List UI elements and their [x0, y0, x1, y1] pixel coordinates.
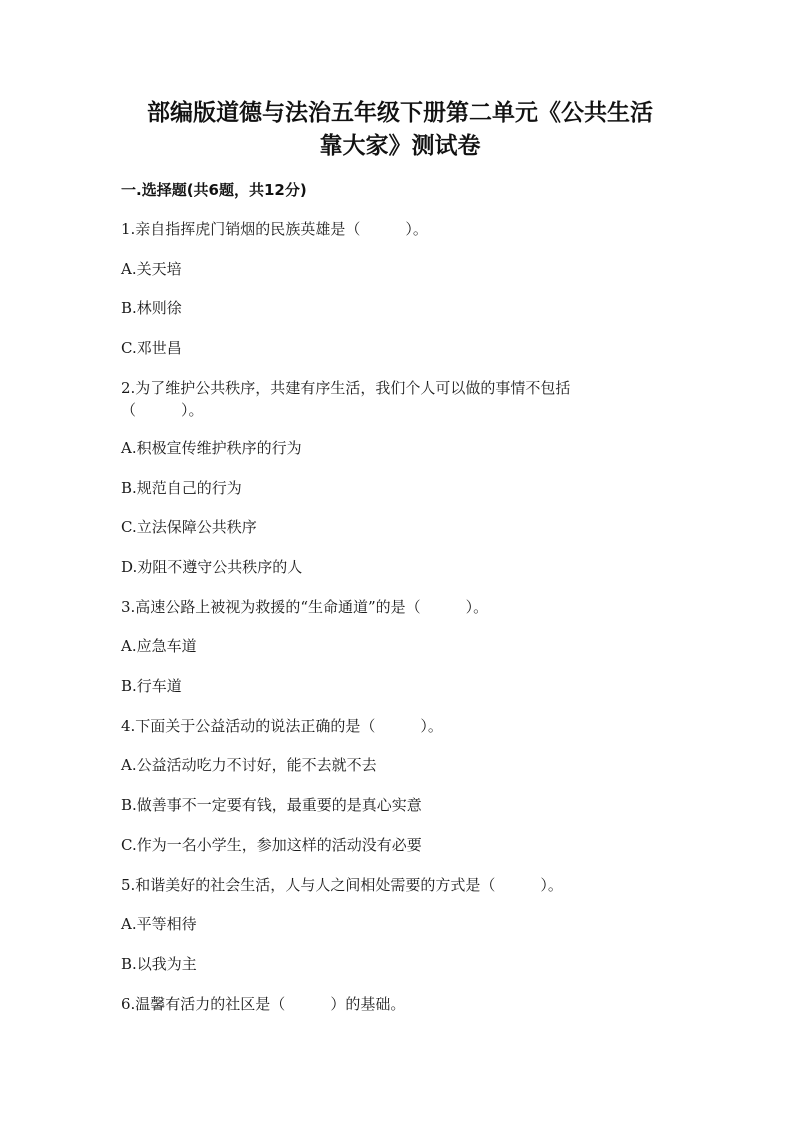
question-1-option-b: B.林则徐 [121, 299, 182, 317]
question-4-stem: 4.下面关于公益活动的说法正确的是（ ）。 [121, 717, 443, 735]
question-4-option-a: A.公益活动吃力不讨好，能不去就不去 [121, 756, 377, 774]
question-2-stem-line-2: （ ）。 [121, 401, 204, 419]
section-heading: 一.选择题(共6题，共12分) [121, 181, 307, 199]
question-6-stem: 6.温馨有活力的社区是（ ）的基础。 [121, 995, 406, 1013]
question-3-option-a: A.应急车道 [121, 637, 197, 655]
question-3-option-b: B.行车道 [121, 677, 182, 695]
question-1-option-c: C.邓世昌 [121, 339, 182, 357]
question-1-stem: 1.亲自指挥虎门销烟的民族英雄是（ ）。 [121, 220, 428, 238]
exam-title-line-1: 部编版道德与法治五年级下册第二单元《公共生活 [147, 100, 653, 126]
question-2-option-a: A.积极宣传维护秩序的行为 [121, 439, 302, 457]
question-2-option-c: C.立法保障公共秩序 [121, 518, 257, 536]
question-5-option-b: B.以我为主 [121, 955, 197, 973]
question-5-stem: 5.和谐美好的社会生活，人与人之间相处需要的方式是（ ）。 [121, 876, 563, 894]
question-2-option-d: D.劝阻不遵守公共秩序的人 [121, 558, 303, 576]
question-5-option-a: A.平等相待 [121, 915, 197, 933]
question-1-option-a: A.关天培 [121, 260, 182, 278]
question-4-option-b: B.做善事不一定要有钱，最重要的是真心实意 [121, 796, 422, 814]
exam-title-line-2: 靠大家》测试卷 [319, 133, 481, 159]
question-3-stem: 3.高速公路上被视为救援的“生命通道”的是（ ）。 [121, 598, 489, 616]
question-4-option-c: C.作为一名小学生，参加这样的活动没有必要 [121, 836, 422, 854]
question-2-stem-line-1: 2.为了维护公共秩序，共建有序生活，我们个人可以做的事情不包括 [121, 379, 571, 397]
question-2-option-b: B.规范自己的行为 [121, 479, 242, 497]
